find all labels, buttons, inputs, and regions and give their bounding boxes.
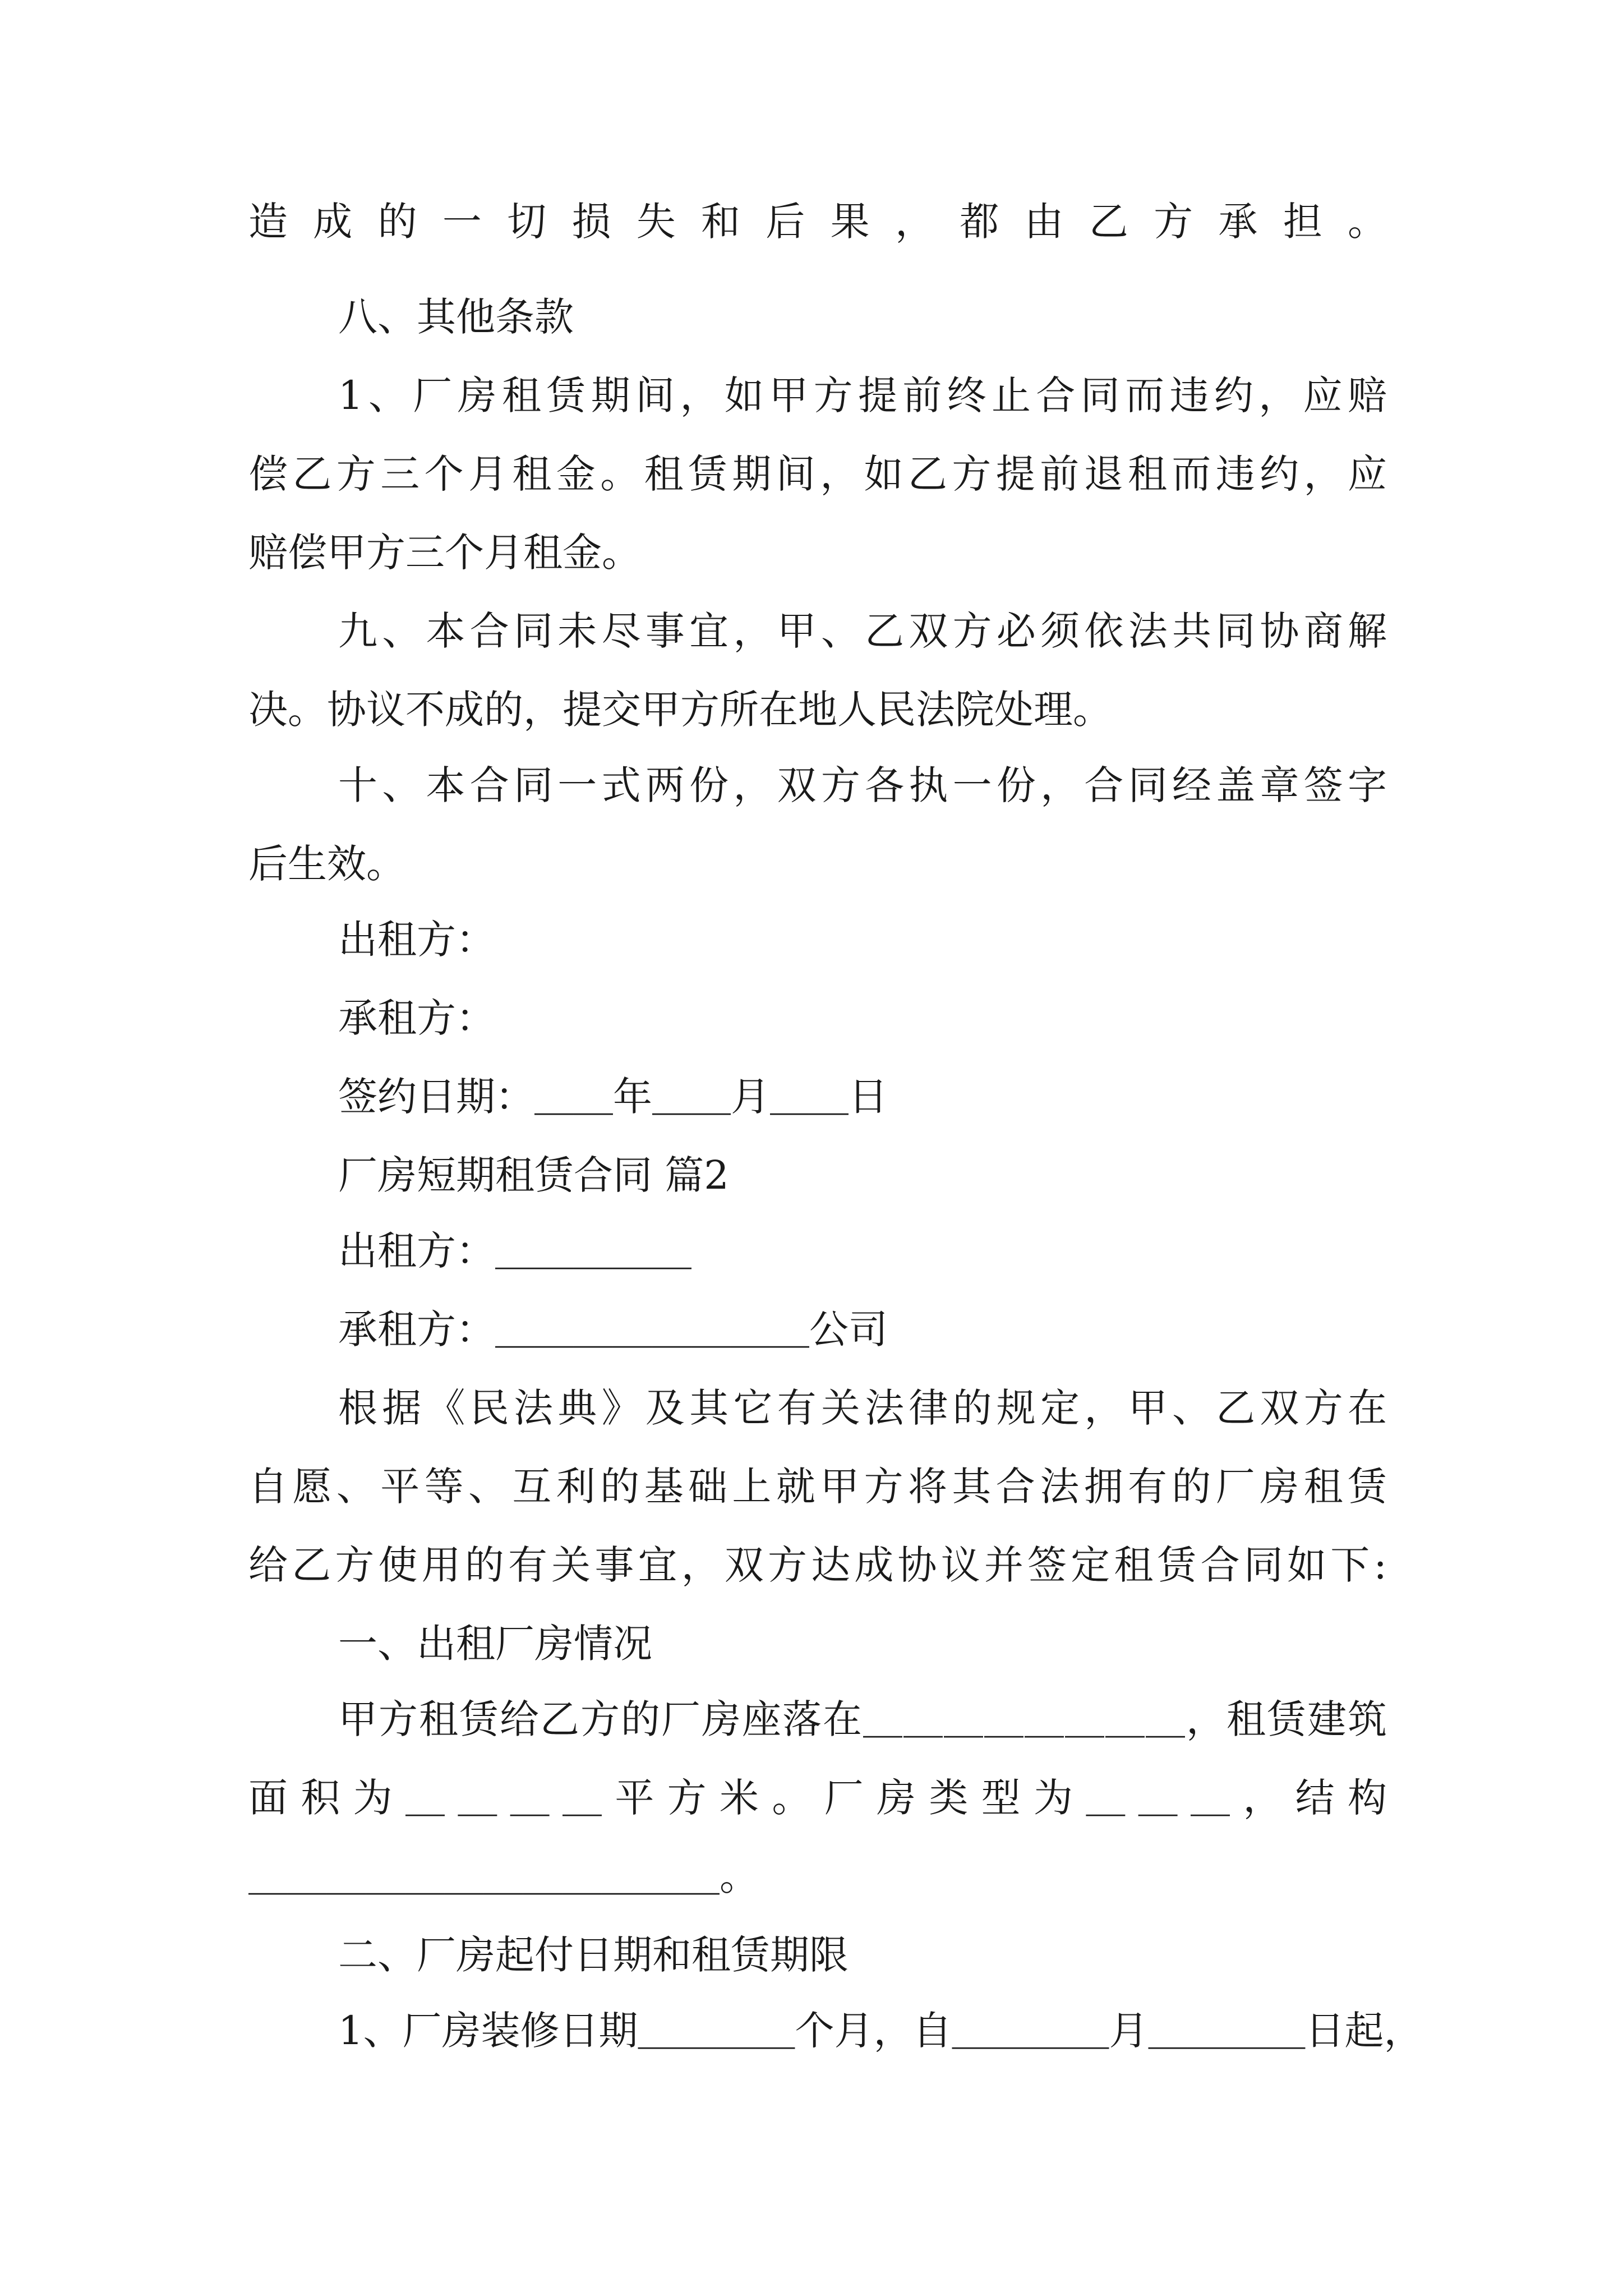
paragraph-line: 决。协议不成的，提交甲方所在地人民法院处理。	[248, 687, 1112, 733]
section-heading: 八、其他条款	[338, 294, 574, 340]
paragraph-line: 1、厂房装修日期＿＿＿＿个月，自＿＿＿＿月＿＿＿＿日起，	[338, 2008, 1423, 2054]
section-heading: 二、厂房起付日期和租赁期限	[338, 1932, 849, 1978]
lessee-label: 承租方：	[338, 995, 495, 1041]
lessor-label: 出租方：	[338, 917, 495, 963]
paragraph-line: 偿乙方三个月租金。租赁期间，如乙方提前退租而违约，应	[248, 451, 1387, 497]
section-heading: 一、出租厂房情况	[338, 1621, 652, 1667]
paragraph-line: 给乙方使用的有关事宜，双方达成协议并签定租赁合同如下:	[248, 1542, 1387, 1588]
paragraph-line: ＿＿＿＿＿＿＿＿＿＿＿＿。	[248, 1853, 759, 1899]
lessor-field: 出租方：＿＿＿＿＿	[338, 1228, 691, 1274]
paragraph-line: 面积为＿＿＿＿平方米。厂房类型为＿＿＿，结构	[248, 1775, 1387, 1821]
paragraph-line: 甲方租赁给乙方的厂房座落在＿＿＿＿＿＿＿＿，租赁建筑	[338, 1696, 1387, 1742]
paragraph-line: 赔偿甲方三个月租金。	[248, 530, 641, 576]
lessee-field: 承租方：＿＿＿＿＿＿＿＿公司	[338, 1306, 888, 1352]
contract-title: 厂房短期租赁合同 篇2	[338, 1152, 729, 1198]
paragraph-line: 九、本合同未尽事宜，甲、乙双方必须依法共同协商解	[338, 608, 1387, 654]
paragraph-line: 后生效。	[248, 841, 405, 887]
paragraph-line: 自愿、平等、互利的基础上就甲方将其合法拥有的厂房租赁	[248, 1464, 1387, 1510]
paragraph-line: 1、厂房租赁期间，如甲方提前终止合同而违约，应赔	[338, 372, 1387, 418]
sign-date-line: 签约日期：＿＿年＿＿月＿＿日	[338, 1074, 888, 1120]
paragraph-line: 十、本合同一式两份，双方各执一份，合同经盖章签字	[338, 762, 1387, 808]
paragraph-line: 根据《民法典》及其它有关法律的规定，甲、乙双方在	[338, 1385, 1387, 1431]
paragraph-line: 造成的一切损失和后果，都由乙方承担。	[248, 199, 1387, 245]
